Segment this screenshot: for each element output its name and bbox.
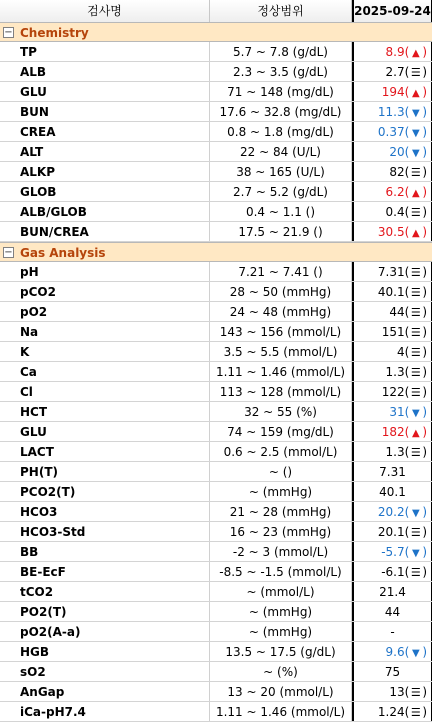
result-value: 122 — [381, 385, 405, 399]
table-row[interactable] — [0, 582, 432, 602]
equals-icon: ☰ — [410, 326, 421, 339]
paren-close: ) — [422, 505, 427, 519]
result-value-cell[interactable] — [352, 662, 432, 681]
test-name-cell: GLOB — [17, 182, 210, 201]
test-name-cell: HGB — [17, 642, 210, 661]
result-value: 0.4 — [385, 205, 405, 219]
result-value-cell[interactable] — [352, 582, 432, 601]
result-value-cell[interactable] — [352, 402, 432, 421]
result-value: -6.1 — [381, 565, 405, 579]
equals-icon: ☰ — [410, 166, 421, 179]
triangle-down-icon: ▼ — [411, 548, 420, 559]
row-gutter — [0, 42, 17, 61]
reference-range-cell: 13.5 ~ 17.5 (g/dL) — [210, 642, 352, 661]
result-value: 7.31 — [379, 465, 406, 479]
reference-range-cell: 0.4 ~ 1.1 () — [210, 202, 352, 221]
table-row[interactable] — [0, 502, 432, 522]
test-name-cell: sO2 — [17, 662, 210, 681]
row-gutter — [0, 102, 17, 121]
result-value-cell[interactable] — [352, 482, 432, 501]
paren-close: ) — [422, 285, 427, 299]
triangle-up-icon: ▲ — [411, 228, 420, 239]
reference-range-cell: 1.11 ~ 1.46 (mmol/L) — [210, 362, 352, 381]
paren-open: ( — [404, 445, 410, 459]
paren-open: ( — [404, 525, 410, 539]
reference-range-cell: 0.8 ~ 1.8 (mg/dL) — [210, 122, 352, 141]
test-name-cell: PH(T) — [17, 462, 210, 481]
paren-open: ( — [404, 325, 410, 339]
result-value-cell[interactable] — [352, 182, 432, 201]
table-row[interactable] — [0, 602, 432, 622]
paren-open: ( — [404, 205, 410, 219]
paren-open: ( — [404, 705, 410, 719]
result-value-cell[interactable] — [352, 42, 432, 61]
row-gutter — [0, 422, 17, 441]
reference-range-cell: 3.5 ~ 5.5 (mmol/L) — [210, 342, 352, 361]
reference-range-cell: 38 ~ 165 (U/L) — [210, 162, 352, 181]
row-gutter — [0, 322, 17, 341]
collapse-toggle-icon[interactable]: − — [4, 27, 13, 38]
reference-range-cell: 13 ~ 20 (mmol/L) — [210, 682, 352, 701]
reference-range-cell: 71 ~ 148 (mg/dL) — [210, 82, 352, 101]
reference-range-cell: 0.6 ~ 2.5 (mmol/L) — [210, 442, 352, 461]
row-gutter — [0, 502, 17, 521]
test-name-cell: PO2(T) — [17, 602, 210, 621]
paren-open: ( — [404, 345, 410, 359]
triangle-up-icon: ▲ — [411, 428, 420, 439]
test-name-cell: HCT — [17, 402, 210, 421]
table-row[interactable] — [0, 342, 432, 362]
result-value-cell[interactable] — [352, 622, 432, 641]
triangle-up-icon: ▲ — [411, 88, 420, 99]
test-name-cell: BB — [17, 542, 210, 561]
result-value: 194 — [381, 85, 405, 99]
paren-open: ( — [404, 565, 410, 579]
table-row[interactable] — [0, 162, 432, 182]
reference-range-cell: ~ (mmol/L) — [210, 582, 352, 601]
table-row[interactable] — [0, 622, 432, 642]
paren-open: ( — [404, 265, 410, 279]
test-name-cell: HCO3 — [17, 502, 210, 521]
reference-range-cell: ~ () — [210, 462, 352, 481]
paren-close: ) — [422, 145, 427, 159]
row-gutter — [0, 442, 17, 461]
result-value-cell[interactable] — [352, 122, 432, 141]
paren-close: ) — [422, 345, 427, 359]
table-row[interactable] — [0, 222, 432, 242]
result-value: 182 — [381, 425, 405, 439]
paren-close: ) — [422, 385, 427, 399]
paren-close: ) — [422, 705, 427, 719]
result-value-cell[interactable] — [352, 342, 432, 361]
triangle-down-icon: ▼ — [411, 648, 420, 659]
paren-open: ( — [404, 545, 410, 559]
paren-close: ) — [422, 85, 427, 99]
result-value-cell[interactable] — [352, 542, 432, 561]
table-row[interactable] — [0, 322, 432, 342]
result-value: 7.31 — [377, 265, 405, 279]
result-value-cell[interactable] — [352, 162, 432, 181]
table-row[interactable] — [0, 82, 432, 102]
result-value: 20 — [389, 145, 405, 159]
reference-range-cell: 16 ~ 23 (mmHg) — [210, 522, 352, 541]
table-row[interactable] — [0, 482, 432, 502]
table-row[interactable] — [0, 102, 432, 122]
paren-close: ) — [422, 165, 427, 179]
table-row[interactable] — [0, 62, 432, 82]
paren-close: ) — [422, 405, 427, 419]
row-gutter — [0, 562, 17, 581]
test-name-cell: pO2 — [17, 302, 210, 321]
result-value-cell[interactable] — [352, 602, 432, 621]
row-gutter — [0, 382, 17, 401]
equals-icon: ☰ — [410, 306, 421, 319]
reference-range-cell: 74 ~ 159 (mg/dL) — [210, 422, 352, 441]
result-value: 4 — [396, 345, 405, 359]
reference-range-cell: 24 ~ 48 (mmHg) — [210, 302, 352, 321]
paren-close: ) — [422, 645, 427, 659]
result-value: 13 — [389, 685, 405, 699]
table-row[interactable] — [0, 202, 432, 222]
test-name-cell: CREA — [17, 122, 210, 141]
reference-range-cell: -2 ~ 3 (mmol/L) — [210, 542, 352, 561]
result-value-cell[interactable] — [352, 682, 432, 701]
paren-open: ( — [404, 305, 410, 319]
reference-range-cell: 17.6 ~ 32.8 (mg/dL) — [210, 102, 352, 121]
triangle-down-icon: ▼ — [411, 108, 420, 119]
reference-range-cell: ~ (mmHg) — [210, 602, 352, 621]
paren-close: ) — [422, 685, 427, 699]
result-value-cell[interactable] — [352, 322, 432, 341]
row-gutter — [0, 462, 17, 481]
row-gutter — [0, 402, 17, 421]
result-value: 8.9 — [385, 45, 405, 59]
reference-range-cell: 17.5 ~ 21.9 () — [210, 222, 352, 241]
reference-range-cell: 143 ~ 156 (mmol/L) — [210, 322, 352, 341]
test-name-cell: GLU — [17, 422, 210, 441]
row-gutter — [0, 262, 17, 281]
reference-range-cell: 1.11 ~ 1.46 (mmol/L) — [210, 702, 352, 721]
equals-icon: ☰ — [410, 706, 421, 719]
row-gutter — [0, 642, 17, 661]
reference-range-cell: 21 ~ 28 (mmHg) — [210, 502, 352, 521]
paren-open: ( — [404, 505, 410, 519]
group-header[interactable] — [0, 22, 432, 42]
row-gutter — [0, 222, 17, 241]
table-row[interactable] — [0, 542, 432, 562]
paren-close: ) — [422, 45, 427, 59]
table-row[interactable] — [0, 382, 432, 402]
equals-icon: ☰ — [410, 366, 421, 379]
result-value-cell[interactable] — [352, 82, 432, 101]
test-name-cell: pCO2 — [17, 282, 210, 301]
row-gutter — [0, 342, 17, 361]
reference-range-cell: 2.7 ~ 5.2 (g/dL) — [210, 182, 352, 201]
result-value: 20.1 — [377, 525, 405, 539]
test-name-cell: TP — [17, 42, 210, 61]
paren-close: ) — [422, 325, 427, 339]
result-value: 20.2 — [377, 505, 405, 519]
paren-open: ( — [404, 65, 410, 79]
reference-range-cell: ~ (%) — [210, 662, 352, 681]
row-gutter — [0, 702, 17, 721]
test-name-cell: ALB — [17, 62, 210, 81]
paren-open: ( — [404, 45, 410, 59]
reference-range-cell: 5.7 ~ 7.8 (g/dL) — [210, 42, 352, 61]
paren-open: ( — [404, 285, 410, 299]
table-row[interactable] — [0, 262, 432, 282]
table-row[interactable] — [0, 302, 432, 322]
result-value-cell[interactable] — [352, 462, 432, 481]
result-value: 1.3 — [385, 445, 405, 459]
result-value-cell[interactable] — [352, 562, 432, 581]
paren-open: ( — [404, 165, 410, 179]
result-value-cell[interactable] — [352, 222, 432, 241]
triangle-down-icon: ▼ — [411, 408, 420, 419]
result-value: 6.2 — [385, 185, 405, 199]
row-gutter — [0, 62, 17, 81]
row-gutter — [0, 482, 17, 501]
equals-icon: ☰ — [410, 686, 421, 699]
reference-range-cell: 113 ~ 128 (mmol/L) — [210, 382, 352, 401]
paren-close: ) — [422, 445, 427, 459]
test-name-cell: PCO2(T) — [17, 482, 210, 501]
table-row[interactable] — [0, 42, 432, 62]
collapse-toggle-icon[interactable]: − — [4, 247, 13, 258]
equals-icon: ☰ — [410, 206, 421, 219]
table-row[interactable] — [0, 442, 432, 462]
triangle-up-icon: ▲ — [411, 188, 420, 199]
test-name-cell: pO2(A-a) — [17, 622, 210, 641]
equals-icon: ☰ — [410, 346, 421, 359]
paren-close: ) — [422, 365, 427, 379]
table-row[interactable] — [0, 522, 432, 542]
paren-close: ) — [422, 305, 427, 319]
paren-open: ( — [404, 145, 410, 159]
reference-range-cell: ~ (mmHg) — [210, 482, 352, 501]
grid-header — [0, 0, 432, 23]
paren-close: ) — [422, 425, 427, 439]
paren-open: ( — [404, 405, 410, 419]
paren-close: ) — [422, 125, 427, 139]
group-title: Chemistry — [20, 26, 89, 40]
triangle-down-icon: ▼ — [411, 128, 420, 139]
result-value: 40.1 — [379, 485, 406, 499]
result-value-cell[interactable] — [352, 102, 432, 121]
result-value: -5.7 — [381, 545, 405, 559]
row-gutter — [0, 82, 17, 101]
test-name-cell: Ca — [17, 362, 210, 381]
row-gutter — [0, 622, 17, 641]
result-value-cell[interactable] — [352, 282, 432, 301]
table-row[interactable] — [0, 422, 432, 442]
table-row[interactable] — [0, 282, 432, 302]
result-value-cell[interactable] — [352, 382, 432, 401]
table-row[interactable] — [0, 562, 432, 582]
row-gutter — [0, 582, 17, 601]
result-value-cell[interactable] — [352, 362, 432, 381]
paren-close: ) — [422, 265, 427, 279]
reference-range-cell: 28 ~ 50 (mmHg) — [210, 282, 352, 301]
result-value: 44 — [389, 305, 405, 319]
paren-open: ( — [404, 185, 410, 199]
result-value: 75 — [384, 665, 401, 679]
test-name-cell: pH — [17, 262, 210, 281]
table-row[interactable] — [0, 682, 432, 702]
reference-range-cell: -8.5 ~ -1.5 (mmol/L) — [210, 562, 352, 581]
test-name-cell: BUN — [17, 102, 210, 121]
column-header-name[interactable]: 검사명 — [0, 0, 210, 22]
reference-range-cell: 2.3 ~ 3.5 (g/dL) — [210, 62, 352, 81]
result-value: 11.3 — [377, 105, 405, 119]
result-value-cell[interactable] — [352, 442, 432, 461]
table-row[interactable] — [0, 702, 432, 722]
paren-open: ( — [404, 225, 410, 239]
paren-close: ) — [422, 205, 427, 219]
result-value: 30.5 — [377, 225, 405, 239]
paren-open: ( — [404, 105, 410, 119]
row-gutter — [0, 162, 17, 181]
paren-open: ( — [404, 385, 410, 399]
row-gutter — [0, 522, 17, 541]
result-value-cell[interactable] — [352, 502, 432, 521]
equals-icon: ☰ — [410, 266, 421, 279]
row-gutter — [0, 362, 17, 381]
result-value: 151 — [381, 325, 405, 339]
paren-open: ( — [404, 125, 410, 139]
table-row[interactable] — [0, 182, 432, 202]
table-row[interactable] — [0, 142, 432, 162]
paren-close: ) — [422, 565, 427, 579]
row-gutter — [0, 542, 17, 561]
result-value-cell[interactable] — [352, 422, 432, 441]
result-value: 0.37 — [377, 125, 405, 139]
test-name-cell: ALB/GLOB — [17, 202, 210, 221]
row-gutter — [0, 122, 17, 141]
row-gutter — [0, 142, 17, 161]
result-value-cell[interactable] — [352, 262, 432, 281]
result-value-cell[interactable] — [352, 142, 432, 161]
paren-close: ) — [422, 65, 427, 79]
result-value: 2.7 — [385, 65, 405, 79]
triangle-up-icon: ▲ — [411, 48, 420, 59]
equals-icon: ☰ — [410, 286, 421, 299]
row-gutter — [0, 202, 17, 221]
result-value-cell[interactable] — [352, 202, 432, 221]
row-gutter — [0, 662, 17, 681]
result-value: 82 — [389, 165, 405, 179]
result-value-cell[interactable] — [352, 522, 432, 541]
paren-open: ( — [404, 685, 410, 699]
test-name-cell: LACT — [17, 442, 210, 461]
result-value-cell[interactable] — [352, 62, 432, 81]
result-value: 31 — [389, 405, 405, 419]
table-row[interactable] — [0, 462, 432, 482]
reference-range-cell: 7.21 ~ 7.41 () — [210, 262, 352, 281]
result-value: 21.4 — [379, 585, 406, 599]
result-value: 1.3 — [385, 365, 405, 379]
group-header[interactable] — [0, 242, 432, 262]
result-value-cell[interactable] — [352, 302, 432, 321]
result-value-cell[interactable] — [352, 642, 432, 661]
paren-close: ) — [422, 545, 427, 559]
test-name-cell: BE-EcF — [17, 562, 210, 581]
test-name-cell: Na — [17, 322, 210, 341]
result-value: - — [390, 625, 395, 639]
paren-close: ) — [422, 105, 427, 119]
table-row[interactable] — [0, 402, 432, 422]
test-name-cell: ALT — [17, 142, 210, 161]
row-gutter — [0, 302, 17, 321]
table-row[interactable] — [0, 642, 432, 662]
column-header-date[interactable]: 2025-09-24 — [352, 0, 432, 22]
test-name-cell: AnGap — [17, 682, 210, 701]
test-name-cell: HCO3-Std — [17, 522, 210, 541]
paren-close: ) — [422, 225, 427, 239]
paren-close: ) — [422, 525, 427, 539]
test-name-cell: ALKP — [17, 162, 210, 181]
row-gutter — [0, 682, 17, 701]
paren-open: ( — [404, 645, 410, 659]
equals-icon: ☰ — [410, 526, 421, 539]
reference-range-cell: 32 ~ 55 (%) — [210, 402, 352, 421]
equals-icon: ☰ — [410, 566, 421, 579]
paren-open: ( — [404, 365, 410, 379]
result-value: 40.1 — [377, 285, 405, 299]
table-row[interactable] — [0, 122, 432, 142]
triangle-down-icon: ▼ — [411, 508, 420, 519]
table-row[interactable] — [0, 662, 432, 682]
result-value-cell[interactable] — [352, 702, 432, 721]
test-name-cell: tCO2 — [17, 582, 210, 601]
row-gutter — [0, 602, 17, 621]
table-row[interactable] — [0, 362, 432, 382]
paren-close: ) — [422, 185, 427, 199]
row-gutter — [0, 182, 17, 201]
triangle-down-icon: ▼ — [411, 148, 420, 159]
test-name-cell: BUN/CREA — [17, 222, 210, 241]
reference-range-cell: 22 ~ 84 (U/L) — [210, 142, 352, 161]
group-title: Gas Analysis — [20, 246, 106, 260]
column-header-range[interactable]: 정상범위 — [210, 0, 352, 22]
equals-icon: ☰ — [410, 66, 421, 79]
paren-open: ( — [404, 85, 410, 99]
result-value: 1.24 — [377, 705, 405, 719]
test-name-cell: Cl — [17, 382, 210, 401]
paren-open: ( — [404, 425, 410, 439]
equals-icon: ☰ — [410, 446, 421, 459]
result-value: 9.6 — [385, 645, 405, 659]
equals-icon: ☰ — [410, 386, 421, 399]
test-name-cell: GLU — [17, 82, 210, 101]
result-value: 44 — [384, 605, 401, 619]
test-name-cell: iCa-pH7.4 — [17, 702, 210, 721]
row-gutter — [0, 282, 17, 301]
test-name-cell: K — [17, 342, 210, 361]
reference-range-cell: ~ (mmHg) — [210, 622, 352, 641]
